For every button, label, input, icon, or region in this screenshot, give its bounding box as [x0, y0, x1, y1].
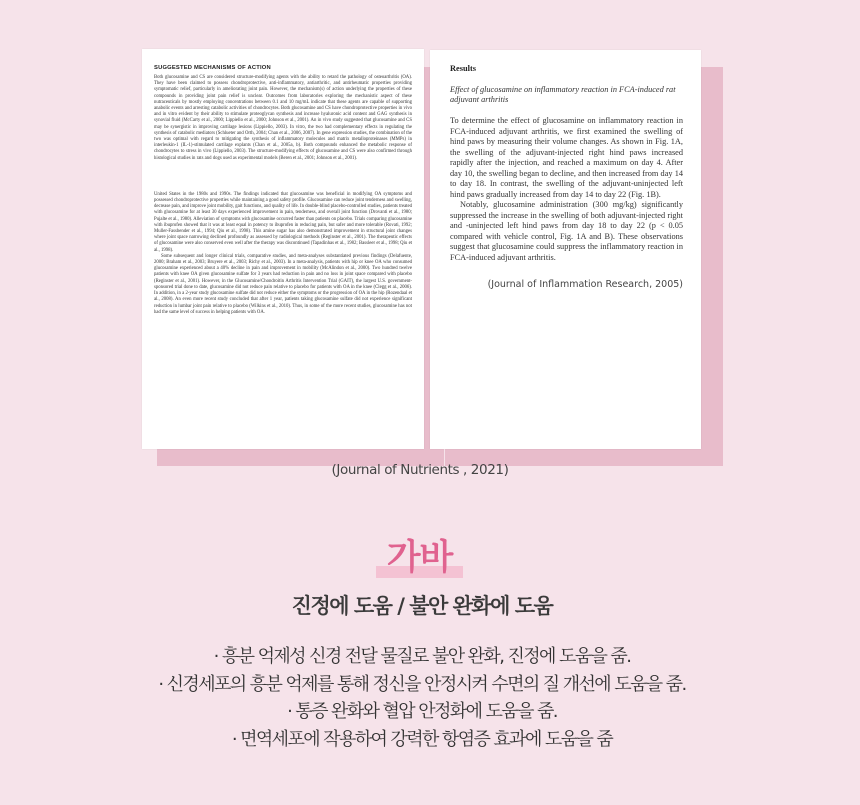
benefit-item: · 통증 완화와 혈압 안정화에 도움을 줌. — [287, 701, 557, 722]
paper-paragraph: United States in the 1980s and 1990s. The findings indicated that glucosamine was beneficial in modifying OA symptoms and possessed chondroprotective properties while maintaining a good safety profile. Glucosamine can reduce joint tenderness and swelling, decrease pain, and improve joint mobility, gait functions, and quality of life. In double-blind placebo-controlled studies, patients treated with glucosamine for at least 30 days experienced improvement in pain, tenderness, and overall joint function (Drovanti et al., 1980; Pujalte et al., 1980). Alleviation of symptoms with glucosamine occurred faster than patients on placebo. Trials comparing glucosamine with ibuprofen showed that it was at least equal in potency to ibuprofen in reducing pain, but safer and more tolerable (Rovati, 1992; Muller-Fassbender et al., 1994; Qiu et al., 1998). This amine sugar has also demonstrated improvement in structural joint changes where joint space narrowing declined profoundly as assessed by radiological methods (Reginster et al., 2001). The therapeutic effects of glucosamine were also conserved even well after the therapy was discontinued (Tapadinhas et al., 1982; Bassleer et al., 1998; Qiu et al., 1998). — [154, 191, 412, 253]
paper-paragraph: To determine the effect of glucosamine on inflammatory reaction in FCA-induced adjuvant arthritis, we first examined the swelling of hind paws by measuring their volume changes. As shown in Fig. 1A, the swelling of the adjuvant-injected right hind paws increased rapidly after the injection, and reached a maximum on day 4. After day 10, the swelling began to decline, and then increased from day 14 to day 18. In contrast, the swelling of the adjuvant-uninjected left hind paws gradually increased from day 14 to day 22 (Fig. 1B). — [450, 116, 683, 199]
paper-citation: (Journal of Inflammation Research, 2005) — [487, 279, 683, 290]
benefit-item: · 면역세포에 작용하여 강력한 항염증 효과에 도움을 줌 — [231, 728, 613, 750]
paper-paragraph: Some subsequent and longer clinical trials, comparative studies, and meta-analyses substantiated previous findings (Delafuente, 2000; Braham et al., 2003; Bruyere et al., 2003; Richy et al., 2003). In a meta-analysis, patients with hip or knee OA who consumed glucosamine experienced about a 40% decline in pain and improvement in mobility (McAlindon et al., 2000). Two hundred twelve patients with knee OA given glucosamine sulfate for 3 years had reduction in pain and no loss in joint space compared with placebo (Reginster et al., 2001). However, in the Glucosamine/Chondroitin Arthritis Intervention Trial (GAIT), the largest U.S. government-sponsored trial done to date, glucosamine did not reduce pain relative to placebo for patients with OA in the knee (Clegg et al., 2006). In addition, in a 2-year study glucosamine sulfate did not reduce either the symptoms or the progression of OA in the hip (Rozendaal et al., 2008). An even more recent study concluded that after 1 year, patients taking glucosamine sulfate did not experience significant reduction in lumbar joint pain relative to placebo (Wilkins et al., 2010). Thus, in some of the more recent studies, glucosamine has not had the same level of success in helping patients with OA. — [154, 253, 412, 315]
paper-subheading: Effect of glucosamine on inflammatory reaction in FCA-induced rat adjuvant arthritis — [450, 85, 676, 104]
paper-results-heading: Results — [450, 64, 477, 73]
ingredient-name: 가바 — [386, 538, 453, 578]
paper-gap — [154, 162, 412, 192]
paper-excerpt-right — [430, 50, 701, 449]
benefit-list — [0, 643, 844, 753]
paper-excerpt-left — [142, 49, 424, 449]
benefit-headline: 진정에 도움 / 불안 완화에 도움 — [291, 594, 553, 618]
paper-paragraph: Both glucosamine and CS are considered structure-modifying agents with the ability to retard the pathology of osteoarthritis (OA). They have been claimed to possess chondroprotective, anti-inflammatory, antiarthritic, and antirheumatic properties providing symptomatic relief, particularly in ameliorating joint pain. However, the mechanism(s) of action underlying the properties of these compounds in providing joint pain relief is unclear. Outcomes from laboratories exploring the mechanistic aspect of these nutraceuticals by mostly employing concentrations between 0.1 and 10 mg/mL indicate that these agents are capable of supporting anabolic events and arresting catabolic activities of chondrocytes. Both glucosamine and CS have chondroprotective properties in vivo and in vitro evident by their ability to stimulate proteoglycan synthesis and increase hyaluronic acid content and GAG synthesis in synovial fluid (McCarty et al., 2000; Lippiello et al., 2000; Johnson et al., 2001). An in vivo study suggested that glucosamine and CS may be synergistic in improving cartilage lesions (Lippiello, 2003). In vitro, the two had complementary effects in regulating the synthesis of catabolic mediators (Schlueter and Orth, 2004; Chan et al., 2006, 2007). In gene expression studies, the combination of the two was optimal with regard to mitigating the synthesis of inflammatory molecules and matrix metalloproteinases (MMPs) in interleukin-1 (IL-1)-stimulated cartilage explants (Chan et al., 2005a, b). Both compounds enhanced the metabolic response of chondrocytes to stress in vivo (Lippiello, 2003). The structure-modifying effects of glucosamine and CS were also confirmed through histological studies in rats and dogs used as experimental models (Beren et al., 2001; Johnson et al., 2001). — [154, 75, 412, 161]
paper-section-title: SUGGESTED MECHANISMS OF ACTION — [154, 65, 271, 71]
journal-caption: (Journal of Nutrients , 2021) — [331, 462, 509, 478]
ingredient-title — [376, 530, 463, 580]
paper-paragraph: Notably, glucosamine administration (300 mg/kg) significantly suppressed the increase in the swelling of both adjuvant-injected right and -uninjected left hind paws from day 18 to day 22 (p < 0.05 compared with vehicle control, Fig. 1A and B). These observations suggest that glucosamine could suppress the inflammatory reaction in FCA-induced adjuvant arthritis. — [450, 200, 683, 262]
benefit-item: · 신경세포의 흥분 억제를 통해 정신을 안정시켜 수면의 질 개선에 도움을 줌. — [158, 673, 686, 695]
benefit-item: · 흥분 억제성 신경 전달 물질로 불안 완화, 진정에 도움을 줌. — [213, 646, 631, 667]
